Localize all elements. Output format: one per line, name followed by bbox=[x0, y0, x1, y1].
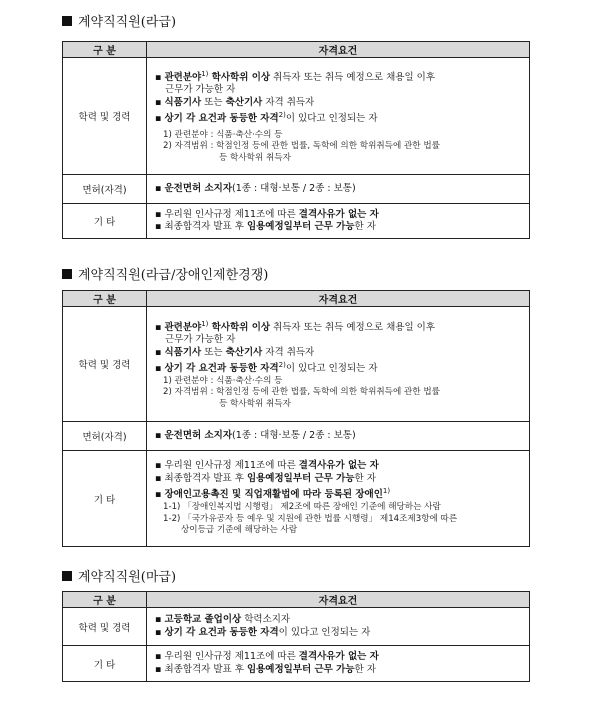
section-title-2 bbox=[62, 264, 268, 283]
row-label: 기 타 bbox=[63, 204, 147, 239]
table-header-row: 구 분 자격요건 bbox=[63, 291, 530, 307]
black-square-icon bbox=[62, 571, 72, 581]
section-title-text: 계약직직원(라급) bbox=[78, 15, 177, 30]
table-row bbox=[63, 58, 530, 175]
table-row: 기 타 ▪ 우리원 인사규정 제11조에 따른 결격사유가 없는 자 ▪ 최종합격자 발표 후 임용예정일부터 근무 가능한 자 bbox=[63, 204, 530, 239]
row-label: 면허(자격) bbox=[63, 175, 147, 204]
table-row: 학력 및 경력 ▪ 고등학교 졸업이상 학력소지자 ▪ 상기 각 요건과 동등한 자격이 있다고 인정되는 자 bbox=[63, 608, 530, 646]
black-square-icon bbox=[62, 16, 72, 26]
header-requirement: 자격요건 bbox=[147, 42, 530, 58]
row-label: 학력 및 경력 bbox=[63, 58, 147, 175]
table-row: 면허(자격) ▪ 운전면허 소지자(1종 : 대형·보통 / 2종 : 보통) bbox=[63, 422, 530, 451]
section-title-3 bbox=[62, 566, 176, 585]
section-title-text: 계약직직원(라급/장애인제한경쟁) bbox=[78, 268, 269, 283]
requirements-table-3 bbox=[62, 591, 530, 682]
table-header-row bbox=[63, 42, 530, 58]
table-row: 기 타 ▪ 우리원 인사규정 제11조에 따른 결격사유가 없는 자 ▪ 최종합격자 발표 후 임용예정일부터 근무 가능한 자 bbox=[63, 646, 530, 682]
table-row: 기 타 ▪ 우리원 인사규정 제11조에 따른 결격사유가 없는 자 ▪ 최종합격자 발표 후 임용예정일부터 근무 가능한 자 ▪ 장애인고용촉진 및 직업재활법에 따라 등록된 장애인$^{1)}$ 1-1) 「장애인복지법 시행령」 제2조에 따른 장애인 기준에 해당하는 사람 1-2) 「국가유공자 등 예우 및 지원에 관한 법률 시행령」 제14조제3항에 따른 상이등급 기준에 해당하는 사람 bbox=[63, 451, 530, 547]
section-title-text: 계약직직원(마급) bbox=[78, 570, 177, 585]
section-title-1 bbox=[62, 11, 176, 30]
edu-requirements: ▪ 관련분야$^{1)}$ 학사학위 이상 취득자 또는 취득 예정으로 채용일 이후 근무가 가능한 자 ▪ 식품기사 또는 축산기사 자격 취득자 ▪ 상기 각 요건과 동등한 자격$^{2)}$이 있다고 인정되는 자 1) 관련분야 : 식품·축산·수의 등 2) 자격범위 : 학점인정 등에 관한 법률, 독학에 의한 학위취득에 관한 법률 등 학사학위 취득자 bbox=[147, 58, 530, 175]
header-category: 구 분 bbox=[63, 42, 147, 58]
table-header-row: 구 분 자격요건 bbox=[63, 592, 530, 608]
table-row: 학력 및 경력 ▪ 관련분야$^{1)}$ 학사학위 이상 취득자 또는 취득 예정으로 채용일 이후 근무가 가능한 자 ▪ 식품기사 또는 축산기사 자격 취득자 ▪ 상기 각 요건과 동등한 자격$^{2)}$이 있다고 인정되는 자 1) 관련분야 : 식품·축산·수의 등 2) 자격범위 : 학점인정 등에 관한 법률, 독학에 의한 학위취득에 관한 법률 등 학사학위 취득자 bbox=[63, 307, 530, 422]
requirements-table-1 bbox=[62, 41, 530, 239]
requirements-table-2 bbox=[62, 290, 530, 547]
black-square-icon bbox=[62, 269, 72, 279]
table-row: 면허(자격) ▪ 운전면허 소지자(1종 : 대형·보통 / 2종 : 보통) bbox=[63, 175, 530, 204]
